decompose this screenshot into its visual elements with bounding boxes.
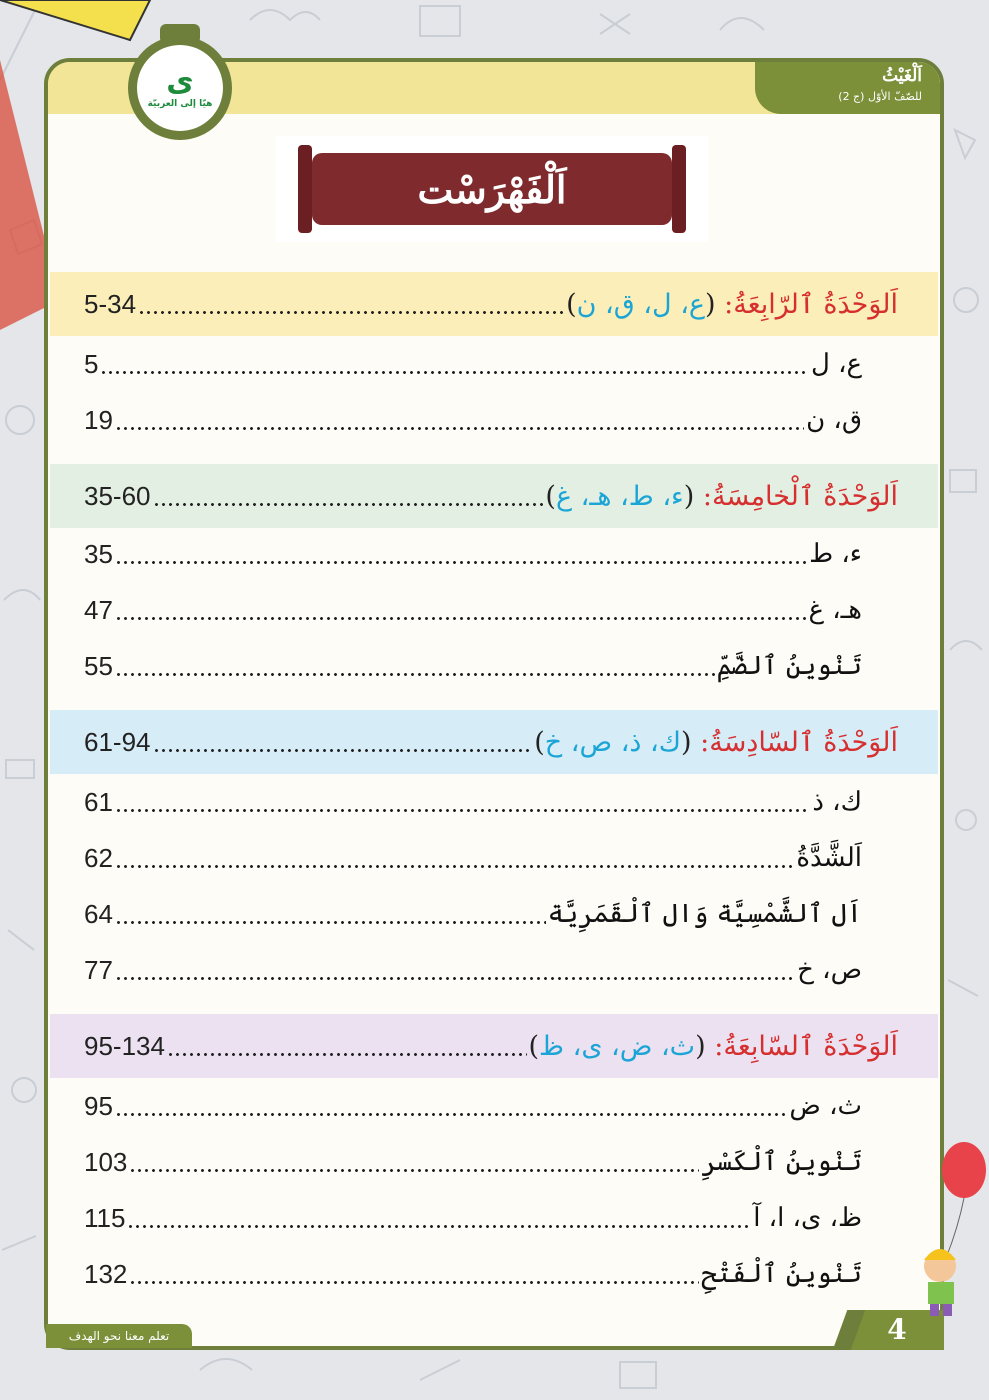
dot-leader — [115, 595, 807, 625]
unit-letters: ك، ذ، ص، خ — [544, 726, 681, 758]
toc-item-label: اَلشَّدَّةُ — [796, 843, 862, 873]
toc-item-page: 35 — [84, 538, 113, 569]
unit-pages: 95-134 — [84, 1030, 165, 1061]
toc-item-page: 55 — [84, 650, 113, 681]
toc-item — [50, 1136, 938, 1188]
open-paren: ( — [705, 288, 716, 320]
book-title-tab — [755, 62, 940, 114]
toc-item-page: 5 — [84, 348, 99, 379]
dot-leader — [129, 1147, 699, 1177]
open-paren: ( — [695, 1030, 706, 1062]
toc-item — [50, 528, 938, 580]
toc-item-label: ث، ض — [789, 1091, 862, 1121]
dot-leader — [115, 843, 794, 873]
unit-letters: ء، ط، هـ، غ — [555, 480, 684, 512]
unit-pages: 35-60 — [84, 480, 151, 511]
unit-title — [534, 727, 898, 758]
unit-letters: ث، ض، ى، ظ — [539, 1030, 696, 1062]
toc-item — [50, 394, 938, 446]
toc-item-label: ص، خ — [797, 955, 862, 985]
title-box — [276, 136, 708, 242]
toc-item-label: هـ، غ — [808, 595, 862, 625]
unit-row — [50, 464, 938, 528]
close-paren: ) — [528, 1030, 540, 1062]
page-title: اَلْفَهْرَسْت — [417, 166, 567, 212]
dot-leader — [115, 787, 810, 817]
unit-title — [545, 481, 898, 512]
unit-title — [529, 1031, 899, 1062]
toc-item — [50, 640, 938, 692]
book-subtitle: للصّفّ الأوّل (ج 2) — [838, 90, 922, 103]
toc-item — [50, 944, 938, 996]
dot-leader — [167, 1031, 527, 1061]
close-paren: ) — [545, 480, 556, 512]
toc-item — [50, 888, 938, 940]
toc-item-page: 115 — [84, 1202, 126, 1233]
toc-item — [50, 338, 938, 390]
unit-row — [50, 272, 938, 336]
title-ribbon — [312, 153, 672, 225]
close-paren: ) — [534, 726, 545, 758]
toc-item-label: ء، ط — [809, 539, 862, 569]
toc-item-label: اَل ٱلشَّمْسِيَّة وَال ٱلْقَمَرِيَّة — [547, 899, 862, 929]
toc-item — [50, 584, 938, 636]
unit-pages: 61-94 — [84, 726, 151, 757]
dot-leader — [100, 349, 808, 379]
dot-leader — [138, 289, 564, 319]
toc-item — [50, 1080, 938, 1132]
open-paren: ( — [683, 480, 695, 512]
unit-name: اَلوَحْدَةُ ٱلسّابِعَةُ: — [714, 1030, 898, 1062]
balloon-kid-illustration — [912, 1140, 988, 1320]
open-paren: ( — [681, 726, 692, 758]
unit-row — [50, 710, 938, 774]
logo-text: هيّا إلى العربيّة — [147, 99, 213, 109]
toc-item-page: 61 — [84, 786, 113, 817]
toc-item-page: 95 — [84, 1090, 113, 1121]
unit-name: اَلوَحْدَةُ ٱلْخامِسَةُ: — [702, 480, 898, 512]
toc-item-label: ك، ذ — [812, 787, 862, 817]
page-number: 4 — [850, 1310, 944, 1350]
toc-item-page: 62 — [84, 842, 113, 873]
publisher-logo — [128, 36, 232, 140]
toc-item-page: 19 — [84, 404, 113, 435]
book-title: اَلْغَيْثُ — [882, 66, 922, 86]
close-paren: ) — [566, 288, 577, 320]
toc-item — [50, 1248, 938, 1300]
toc-item-label: تَنْوينُ ٱلْفَتْحِ — [701, 1259, 862, 1289]
dot-leader — [115, 955, 795, 985]
toc-item — [50, 776, 938, 828]
toc-item-page: 47 — [84, 594, 113, 625]
dot-leader — [129, 1259, 699, 1289]
toc-item-page: 64 — [84, 898, 113, 929]
logo-mark-icon: ى — [166, 64, 194, 99]
toc-item — [50, 832, 938, 884]
toc-item-page: 132 — [84, 1258, 128, 1289]
dot-leader — [115, 1091, 788, 1121]
dot-leader — [153, 727, 533, 757]
toc-item-label: ع، ل — [810, 349, 862, 379]
unit-title — [566, 289, 898, 320]
unit-row — [50, 1014, 938, 1078]
toc-item — [50, 1192, 938, 1244]
footer-slogan: تعلم معنا نحو الهدف — [46, 1324, 192, 1348]
dot-leader — [153, 481, 544, 511]
toc-item-label: ظ، ى، ا، آ — [753, 1203, 862, 1233]
toc-item-label: تَنْوينُ ٱلضَّمِّ — [716, 651, 862, 681]
toc-item-page: 103 — [84, 1146, 128, 1177]
dot-leader — [115, 899, 546, 929]
dot-leader — [127, 1203, 751, 1233]
toc-item-page: 77 — [84, 954, 113, 985]
toc-item-label: تَنْوينُ ٱلْكَسْرِ — [701, 1147, 862, 1177]
unit-name: اَلوَحْدَةُ ٱلرّابِعَةُ: — [724, 288, 898, 320]
dot-leader — [115, 405, 804, 435]
dot-leader — [115, 539, 807, 569]
dot-leader — [115, 651, 715, 681]
unit-pages: 5-34 — [84, 288, 137, 319]
toc-item-label: ق، ن — [806, 405, 862, 435]
unit-name: اَلوَحْدَةُ ٱلسّادِسَةُ: — [700, 726, 898, 758]
unit-letters: ع، ل، ق، ن — [576, 288, 706, 320]
